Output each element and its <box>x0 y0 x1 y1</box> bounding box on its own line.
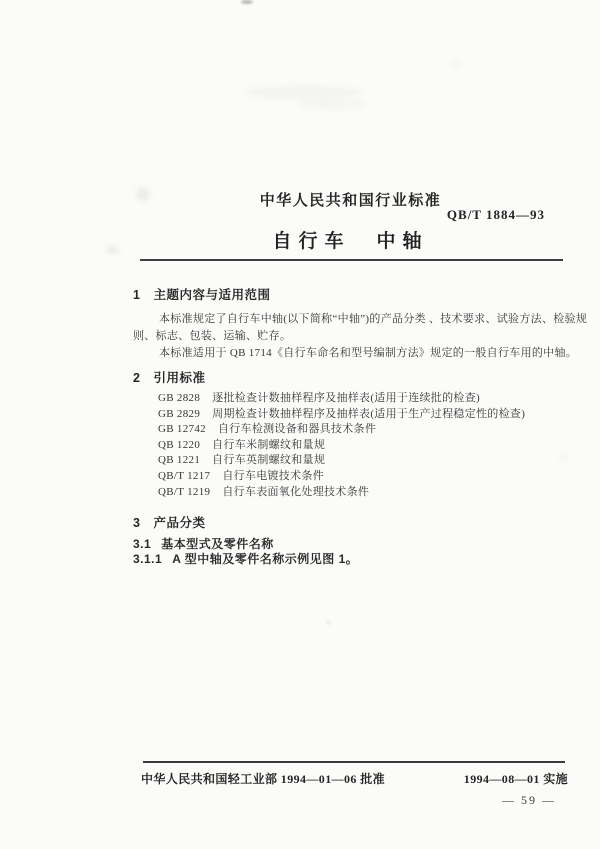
reference-item <box>158 453 525 469</box>
reference-title: 自行车米制螺纹和量规 <box>212 438 326 451</box>
scan-smudge <box>241 0 253 4</box>
standard-type-label: 中华人民共和国行业标准 <box>259 192 442 209</box>
reference-item <box>158 407 525 423</box>
scan-smudge <box>243 86 363 99</box>
section-1-number: 1 <box>133 288 141 302</box>
reference-code: QB 1221 <box>158 454 201 467</box>
reference-code: GB 2828 <box>158 392 201 404</box>
section-1-paragraph-1-line-2: 则、标志、包装、运输、贮存。 <box>133 330 292 342</box>
reference-item <box>158 485 525 501</box>
reference-standards-list <box>158 391 525 500</box>
reference-title: 逐批检查计数抽样程序及抽样表(适用于连续批的检查) <box>212 392 480 404</box>
reference-title: 自行车表面氧化处理技术条件 <box>222 485 370 498</box>
header-divider <box>140 259 563 261</box>
page-number: — 59 — <box>502 793 556 807</box>
clause-3-1-1-number: 3.1.1 <box>133 552 163 566</box>
clause-3-1-number: 3.1 <box>133 537 152 551</box>
reference-code: GB 2829 <box>158 407 201 420</box>
section-2-title: 引用标准 <box>153 371 206 385</box>
section-3-heading <box>133 513 205 531</box>
implementation-text: 1994—08—01 实施 <box>463 772 568 786</box>
scan-smudge <box>106 246 119 254</box>
clause-3-1-1 <box>133 550 358 567</box>
reference-code: GB 12742 <box>158 423 206 436</box>
scan-smudge <box>298 99 368 109</box>
reference-item <box>158 469 525 485</box>
reference-title: 自行车英制螺纹和量规 <box>212 454 326 467</box>
scan-smudge <box>326 620 331 625</box>
section-1-title: 主题内容与适用范围 <box>153 288 271 302</box>
standard-number: QB/T 1884—93 <box>446 207 545 222</box>
section-3-title: 产品分类 <box>153 516 206 530</box>
clause-3-1-title: 基本型式及零件名称 <box>161 537 274 551</box>
reference-item <box>158 438 525 454</box>
section-1-heading <box>133 285 270 303</box>
reference-title: 自行车检测设备和器具技术条件 <box>217 423 377 436</box>
clause-3-1-1-text: A 型中轴及零件名称示例见图 1。 <box>172 552 359 566</box>
approval-text: 中华人民共和国轻工业部 1994—01—06 批准 <box>141 772 386 786</box>
scan-smudge <box>453 59 459 65</box>
section-2-heading <box>133 368 205 386</box>
section-3-number: 3 <box>133 516 141 530</box>
reference-item <box>158 422 525 438</box>
reference-code: QB/T 1217 <box>158 469 211 482</box>
section-1-paragraph-1-line-1: 本标准规定了自行车中轴(以下简称“中轴”)的产品分类 、技术要求、试验方法、检验规 <box>159 313 588 325</box>
footer-divider <box>143 761 565 763</box>
footer <box>141 770 568 787</box>
reference-code: QB/T 1219 <box>158 485 211 498</box>
document-title: 自行车 中轴 <box>272 231 429 252</box>
section-1-paragraph-2: 本标准适用于 QB 1714《自行车命名和型号编制方法》规定的一般自行车用的中轴。 <box>159 347 578 359</box>
reference-title: 周期检查计数抽样程序及抽样表(适用于生产过程稳定性的检查) <box>212 407 526 420</box>
reference-item <box>158 391 525 407</box>
scan-smudge <box>560 456 566 461</box>
reference-code: QB 1220 <box>158 438 201 451</box>
section-2-number: 2 <box>133 371 141 385</box>
reference-title: 自行车电镀技术条件 <box>222 469 325 482</box>
